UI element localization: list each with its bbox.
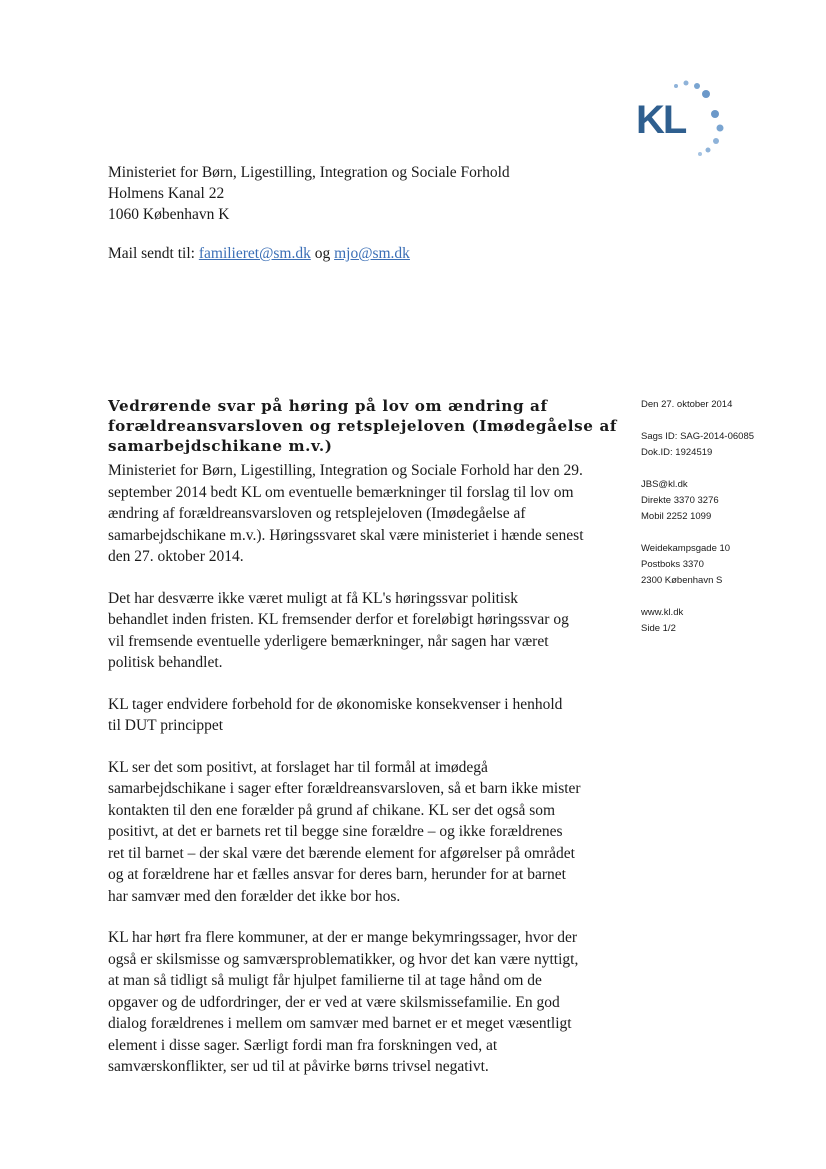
body-line: Det har desværre ikke været muligt at få KL's høringssvar politisk — [108, 589, 519, 607]
sidebar-line: Den 27. oktober 2014 — [641, 399, 733, 410]
body-line: opgaver og de udfordringer, der er ved at være skilsmissefamilie. En god — [108, 993, 560, 1011]
body-line: politisk behandlet. — [108, 654, 223, 671]
body-line: ændring af forældreansvarsloven og retsplejeloven (Imødegåelse af — [108, 505, 526, 522]
sidebar-line: www.kl.dk — [641, 607, 684, 618]
mail-line — [108, 243, 410, 264]
sidebar-group — [641, 397, 791, 413]
sidebar-info — [641, 397, 791, 653]
body-line: den 27. oktober 2014. — [108, 548, 244, 565]
address-line: Holmens Kanal 22 — [108, 185, 225, 202]
sidebar-group — [641, 605, 791, 637]
sidebar-line: Side 1/2 — [641, 623, 676, 634]
body-paragraph — [108, 694, 613, 737]
sidebar-line: Dok.ID: 1924519 — [641, 447, 713, 458]
sidebar-line: JBS@kl.dk — [641, 479, 688, 490]
body-paragraph — [108, 460, 613, 568]
body-line: Ministeriet for Børn, Ligestilling, Integration og Sociale Forhold har den 29. — [108, 462, 583, 479]
letter-title — [108, 396, 618, 456]
recipient-address — [108, 162, 510, 225]
body-line: element i disse sager. Særligt fordi man fra forskningen ved, at — [108, 1036, 498, 1054]
sidebar-line: Direkte 3370 3276 — [641, 495, 719, 506]
body-paragraph — [108, 588, 613, 674]
body-line: samarbejdschikane i sager efter forældreansvarsloven, så et barn ikke mister — [108, 780, 581, 797]
address-line: Ministeriet for Børn, Ligestilling, Integration og Sociale Forhold — [108, 164, 510, 181]
body-line: september 2014 bedt KL om eventuelle bemærkninger til forslag til lov om — [108, 483, 574, 501]
logo-text: KL — [636, 98, 686, 142]
sidebar-group — [641, 429, 791, 461]
body-line: ret til barnet – der skal være det bærende element for afgørelser på området — [108, 844, 575, 862]
body-line: KL ser det som positivt, at forslaget har til formål at imødegå — [108, 758, 488, 776]
letter-body — [108, 460, 613, 1098]
body-line: KL tager endvidere forbehold for de økonomiske konsekvenser i henhold — [108, 695, 563, 713]
body-line: KL har hørt fra flere kommuner, at der er mange bekymringssager, hvor der — [108, 929, 578, 946]
body-line: dialog forældrenes i mellem om samvær med barnet er et meget væsentligt — [108, 1015, 572, 1032]
mail-joiner: og — [310, 245, 335, 262]
body-line: til DUT princippet — [108, 717, 224, 734]
body-line: positivt, at det er barnets ret til begge sine forældre – og ikke forældrenes — [108, 823, 563, 840]
body-line: at man så tidligt så muligt får hjulpet familierne til at tage hånd om de — [108, 972, 542, 989]
body-line: kontakten til den ene forælder på grund af chikane. KL ser det også som — [108, 801, 556, 819]
address-line: 1060 København K — [108, 206, 230, 223]
body-paragraph — [108, 757, 613, 908]
sidebar-line: 2300 København S — [641, 575, 723, 586]
sidebar-line: Postboks 3370 — [641, 559, 704, 570]
body-line: behandlet inden fristen. KL fremsender derfor et foreløbigt høringssvar og — [108, 611, 569, 628]
title-line: samarbejdschikane m.v.) — [108, 437, 333, 455]
title-line: forældreansvarsloven og retsplejeloven (Imødegåelse af — [108, 417, 618, 435]
body-line: samarbejdschikane m.v.). Høringssvaret skal være ministeriet i hænde senest — [108, 526, 584, 544]
title-line: Vedrørende svar på høring på lov om ændring af — [108, 397, 548, 415]
body-line: og at forældrene har et fælles ansvar for deres barn, herunder for at barnet — [108, 866, 566, 883]
body-line: har samvær med den forælder det ikke bor hos. — [108, 887, 401, 905]
email-link-mjo[interactable]: mjo@sm.dk — [334, 245, 410, 262]
body-line: også er skilsmisse og samværsproblematikker, og hvor det kan være nyttigt, — [108, 950, 579, 968]
sidebar-group — [641, 541, 791, 589]
sidebar-group — [641, 477, 791, 525]
body-paragraph — [108, 927, 613, 1078]
kl-logo — [636, 78, 730, 162]
sidebar-line: Mobil 2252 1099 — [641, 511, 712, 522]
sidebar-line: Weidekampsgade 10 — [641, 543, 731, 554]
body-line: samværskonflikter, ser ud til at påvirke børns trivsel negativt. — [108, 1058, 489, 1075]
mail-prefix: Mail sendt til: — [108, 245, 199, 262]
email-link-familieret[interactable]: familieret@sm.dk — [198, 245, 311, 262]
body-line: vil fremsende eventuelle yderligere bemærkninger, når sagen har været — [108, 632, 549, 650]
sidebar-line: Sags ID: SAG-2014-06085 — [641, 431, 755, 442]
